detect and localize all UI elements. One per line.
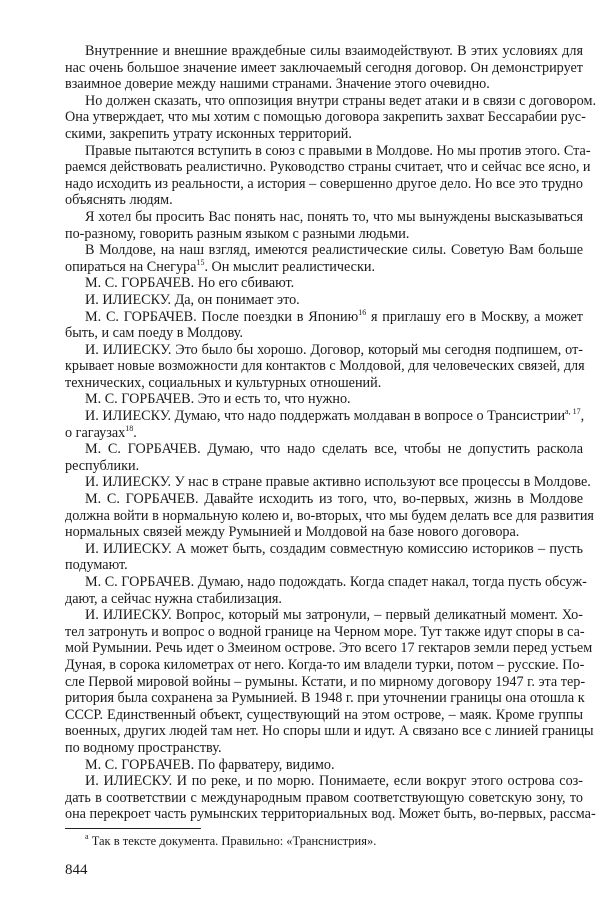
document-body <box>65 43 596 823</box>
text-segment: Дуная, в сорока километрах от него. Когда-то им владели турки, потом – русские. По- <box>65 656 585 673</box>
text-segment: крывает новые возможности для контактов с Молдовой, для человеческих связей, для <box>65 358 585 375</box>
text-segment: И. ИЛИЕСКУ. А может быть, создадим совместную комиссию историков – пусть <box>85 540 583 557</box>
text-segment: М. С. ГОРБАЧЕВ. По фарватеру, видимо. <box>85 756 335 773</box>
paragraph <box>65 242 583 275</box>
text-segment: подумают. <box>65 557 128 574</box>
text-line <box>65 673 586 691</box>
text-line <box>65 591 583 608</box>
text-segment: технических, социальных и культурных отношений. <box>65 374 382 391</box>
text-line <box>65 707 583 724</box>
text-segment: раемся действовать реалистично. Руководство страны считает, что и сейчас все ясно, и <box>65 159 591 176</box>
text-line <box>65 524 583 541</box>
text-segment: И. ИЛИЕСКУ. Это было бы хорошо. Договор, который мы сегодня подпишем, от- <box>85 341 583 358</box>
text-line <box>65 740 583 757</box>
text-segment: . <box>133 424 137 441</box>
text-line <box>65 425 583 442</box>
paragraph <box>65 773 596 823</box>
text-line <box>65 325 583 342</box>
text-segment: быть, и сам поеду в Молдову. <box>65 325 244 342</box>
paragraph <box>65 142 591 209</box>
paragraph <box>65 757 583 774</box>
paragraph <box>65 474 591 491</box>
text-segment: нормальных связей между Румынией и Молдовой на базе нового договора. <box>65 524 520 541</box>
text-line <box>65 126 583 143</box>
paragraph <box>65 491 594 541</box>
text-line <box>65 159 591 176</box>
text-line <box>65 624 583 641</box>
text-segment: . Он мыслит реалистически. <box>204 258 376 275</box>
paragraph <box>65 607 594 756</box>
text-segment: скими, закрепить утрату исконных территорий. <box>65 125 352 142</box>
text-line <box>65 574 587 591</box>
text-line <box>65 209 583 226</box>
paragraph <box>65 43 583 93</box>
text-line <box>65 657 583 674</box>
text-segment: И. ИЛИЕСКУ. У нас в стране правые активно используют все процессы в Молдове. <box>85 474 591 491</box>
paragraph <box>65 342 583 392</box>
text-segment: взаимное доверие между нашими странами. Значение этого очевидно. <box>65 76 490 93</box>
text-segment: И. ИЛИЕСКУ. Думаю, что надо поддержать молдаван в вопросе о Трансистрии <box>85 408 566 425</box>
text-line <box>65 723 594 740</box>
text-segment: Я хотел бы просить Вас понять нас, понять то, что мы вынуждены высказываться <box>85 208 583 225</box>
text-line <box>65 441 583 458</box>
paragraph <box>65 92 596 143</box>
text-line <box>65 242 583 259</box>
text-line <box>65 607 583 624</box>
text-segment: Внутренние и внешние враждебные силы взаимодействуют. В этих условиях для <box>85 43 583 59</box>
paragraph <box>65 574 587 607</box>
text-segment: СССР. Единственный объект, существующий на этом острове, – маяк. Кроме группы <box>65 706 583 723</box>
text-segment: М. С. ГОРБАЧЕВ. Но его сбивают. <box>85 275 295 292</box>
text-line <box>65 92 596 110</box>
text-line <box>65 491 583 508</box>
text-line <box>65 142 591 160</box>
paragraph <box>65 292 583 309</box>
text-line <box>65 806 596 823</box>
paragraph <box>65 441 583 474</box>
text-segment: должна войти в нормальную колею и, во-вторых, что мы будем делать все для развития <box>65 507 594 524</box>
text-line <box>65 375 583 392</box>
text-line <box>65 391 583 408</box>
text-line <box>65 690 583 707</box>
paragraph <box>65 275 583 292</box>
text-segment: И. ИЛИЕСКУ. Вопрос, который мы затронули, – первый деликатный момент. Хо- <box>85 607 583 624</box>
text-segment: сле Первой мировой войны – румыны. Кстати, и по мирному договору 1947 г. эта тер- <box>65 673 586 690</box>
footnote-divider <box>65 828 201 829</box>
paragraph <box>65 391 583 408</box>
text-line <box>65 790 583 807</box>
text-segment: Она утверждает, что мы хотим с помощью договора закрепить захват Бессарабии рус- <box>65 109 586 126</box>
text-segment: республики. <box>65 457 140 474</box>
paragraph <box>65 541 583 574</box>
text-segment: о гагаузах <box>65 424 126 441</box>
text-segment: Правые пытаются вступить в союз с правыми в Молдове. Но мы против этого. Ста- <box>85 142 591 159</box>
text-line <box>65 226 583 243</box>
footnote-reference: 18 <box>125 423 134 433</box>
text-segment: нас очень большое значение имеет заключаемый сегодня договор. Он демонстрирует <box>65 59 583 76</box>
text-line <box>65 474 591 491</box>
text-line <box>65 176 583 193</box>
text-segment: Но должен сказать, что оппозиция внутри страны ведет атаки и в связи с договором. <box>85 92 596 109</box>
text-line <box>65 275 583 292</box>
text-segment: по-разному, говорить разным языком с разными людьми. <box>65 225 410 242</box>
text-segment: , <box>580 408 585 425</box>
text-segment: опираться на Снегура <box>65 258 197 275</box>
text-segment: М. С. ГОРБАЧЕВ. После поездки в Японию <box>85 308 359 325</box>
text-segment: И. ИЛИЕСКУ. И по реке, и по морю. Понимаете, если вокруг этого острова соз- <box>85 773 583 790</box>
paragraph <box>65 209 583 242</box>
footnote <box>85 834 376 849</box>
footnote-text: Так в тексте документа. Правильно: «Транснистрия». <box>91 834 377 848</box>
text-segment: М. С. ГОРБАЧЕВ. Это и есть то, что нужно. <box>85 391 351 408</box>
text-segment: В Молдове, на наш взгляд, имеются реалистические силы. Советую Вам больше <box>85 242 583 259</box>
text-segment: военных, других людей там нет. Но споры шли и идут. А связано все с линией границы <box>65 723 594 740</box>
text-line <box>65 309 583 326</box>
text-segment: тел затронуть и вопрос о водной границе на Черном море. Тут также идут споры в са- <box>65 623 585 640</box>
text-segment: М. С. ГОРБАЧЕВ. Думаю, что надо сделать все, чтобы не допустить раскола <box>85 441 583 458</box>
text-line <box>65 342 583 359</box>
text-segment: И. ИЛИЕСКУ. Да, он понимает это. <box>85 291 300 308</box>
text-segment: по водному пространству. <box>65 739 222 756</box>
text-segment: надо исходить из реальности, а история – совершенно другое дело. Но все это трудно <box>65 175 583 192</box>
text-line <box>65 358 583 375</box>
text-line <box>65 43 583 60</box>
text-line <box>65 292 583 309</box>
text-line <box>65 507 594 525</box>
text-segment: мой Румынии. Речь идет о Змеином острове. Это всего 17 гектаров земли перед устьем <box>65 640 593 657</box>
text-segment: ритория была сохранена за Румынией. В 1948 г. при уточнении границы она отошла к <box>65 690 585 707</box>
text-segment: М. С. ГОРБАЧЕВ. Давайте исходить из того, что, во-первых, жизнь в Молдове <box>85 491 583 508</box>
text-line <box>65 408 583 425</box>
text-line <box>65 458 583 475</box>
text-line <box>65 773 583 790</box>
footnote-reference: 15 <box>196 257 205 267</box>
page-number: 844 <box>65 862 88 878</box>
text-line <box>65 192 583 209</box>
text-line <box>65 259 583 276</box>
text-line <box>65 541 583 558</box>
text-line <box>65 60 583 77</box>
text-segment: дать в соответствии с международным правом соответствующую советскую зону, то <box>65 789 583 806</box>
text-segment: она перекроет часть румынских территориальных вод. Может быть, во-первых, рассма- <box>65 806 596 823</box>
paragraph <box>65 309 583 342</box>
text-segment: М. С. ГОРБАЧЕВ. Думаю, надо подождать. Когда спадет накал, тогда пусть обсуж- <box>85 574 587 590</box>
footnote-marker: a <box>85 832 89 841</box>
text-line <box>65 640 593 657</box>
text-segment: я приглашу его в Москву, а может <box>366 308 584 325</box>
footnote-reference: 16 <box>358 307 367 317</box>
text-segment: объяснять людям. <box>65 192 173 209</box>
text-line <box>65 109 586 126</box>
text-line <box>65 76 583 93</box>
footnote-reference: a, 17 <box>565 407 581 417</box>
paragraph <box>65 408 583 441</box>
text-segment: дают, а сейчас нужна стабилизация. <box>65 590 282 607</box>
text-line <box>65 557 583 574</box>
text-line <box>65 757 583 774</box>
